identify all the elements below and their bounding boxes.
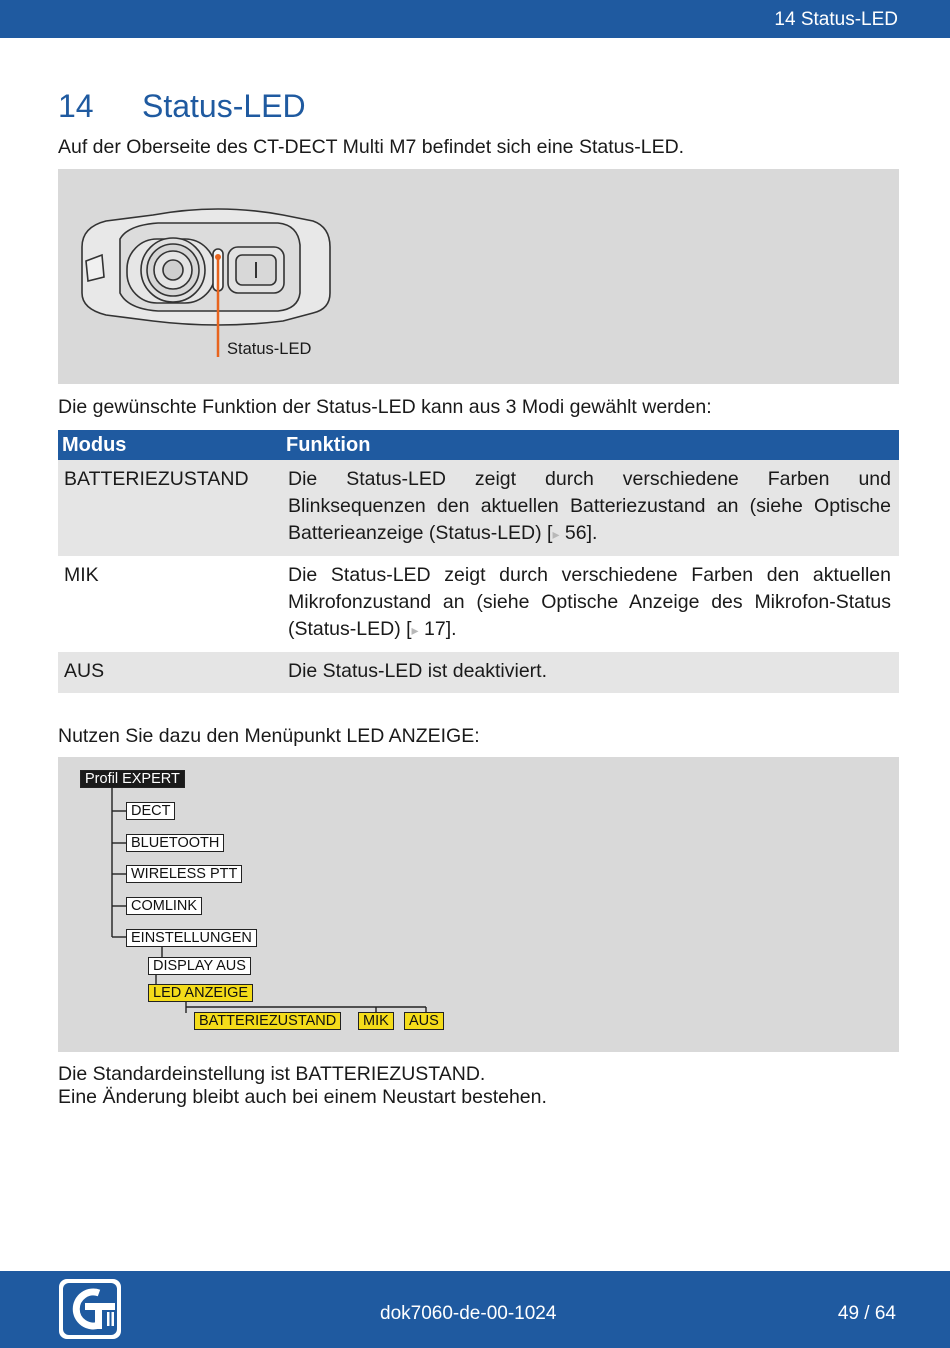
header-modus: Modus [58,430,282,460]
restart-note: Eine Änderung bleibt auch bei einem Neustart bestehen. [58,1086,547,1108]
menu-item-wireless-ptt[interactable]: WIRELESS PTT [126,865,242,883]
table-row [58,652,899,693]
function-cell [282,460,899,556]
function-text: Die Status-LED zeigt durch verschiedene Farben den aktuellen Mikrofonzustand an (siehe Optische Anzeige des Mikrofon-Status (Status-LED) [ [288,564,891,640]
status-led-callout-label: Status-LED [227,340,312,358]
function-text: Die Status-LED zeigt durch verschiedene Farben und Blinksequenzen den aktuellen Batteriezustand an (siehe Optische Batterieanzeige (Status-LED) [ [288,468,891,544]
page-reference-link[interactable]: 17 [424,618,446,640]
table-header-row [58,430,899,460]
chapter-number: 14 [58,88,94,124]
default-setting-note: Die Standardeinstellung ist BATTERIEZUSTAND. [58,1063,486,1085]
header-section-title: 14 Status-LED [774,9,898,30]
menu-item-dect[interactable]: DECT [126,802,175,820]
menu-item-einstellungen[interactable]: EINSTELLUNGEN [126,929,257,947]
device-illustration [58,169,899,384]
company-logo-icon [57,1277,123,1341]
menu-root-profil-expert[interactable]: Profil EXPERT [80,770,185,788]
chapter-heading: Status-LED [142,88,306,124]
header-funktion: Funktion [282,430,899,460]
function-cell [282,556,899,652]
menu-option-batteriezustand[interactable]: BATTERIEZUSTAND [194,1012,341,1030]
menu-tree-panel [58,757,899,1052]
footer-page-number: 49 / 64 [837,1303,896,1324]
menu-option-aus[interactable]: AUS [404,1012,444,1030]
footer-document-id: dok7060-de-00-1024 [380,1303,557,1324]
table-row [58,460,899,556]
reference-close: ]. [445,618,457,640]
function-text: Die Status-LED ist deaktiviert. [288,660,548,682]
modes-table [58,430,899,693]
page-reference-link[interactable]: 56 [564,522,587,544]
menu-item-bluetooth[interactable]: BLUETOOTH [126,834,224,852]
menu-option-mik[interactable]: MIK [358,1012,394,1030]
menu-item-comlink[interactable]: COMLINK [126,897,202,915]
mode-cell: MIK [64,564,99,586]
device-figure-panel [58,169,899,384]
menu-item-display-aus[interactable]: DISPLAY AUS [148,957,251,975]
reference-arrow-icon: ▸ [552,526,560,542]
menu-item-led-anzeige[interactable]: LED ANZEIGE [148,984,253,1002]
function-cell [282,652,899,693]
menu-intro-paragraph: Nutzen Sie dazu den Menüpunkt LED ANZEIGE: [58,725,480,747]
mode-cell: BATTERIEZUSTAND [58,460,282,556]
reference-arrow-icon: ▸ [411,622,419,638]
table-row [58,556,899,652]
reference-close: ]. [586,522,598,544]
mode-cell: AUS [58,652,282,693]
intro-paragraph: Auf der Oberseite des CT-DECT Multi M7 befindet sich eine Status-LED. [58,136,685,158]
modes-intro-paragraph: Die gewünschte Funktion der Status-LED kann aus 3 Modi gewählt werden: [58,396,712,418]
